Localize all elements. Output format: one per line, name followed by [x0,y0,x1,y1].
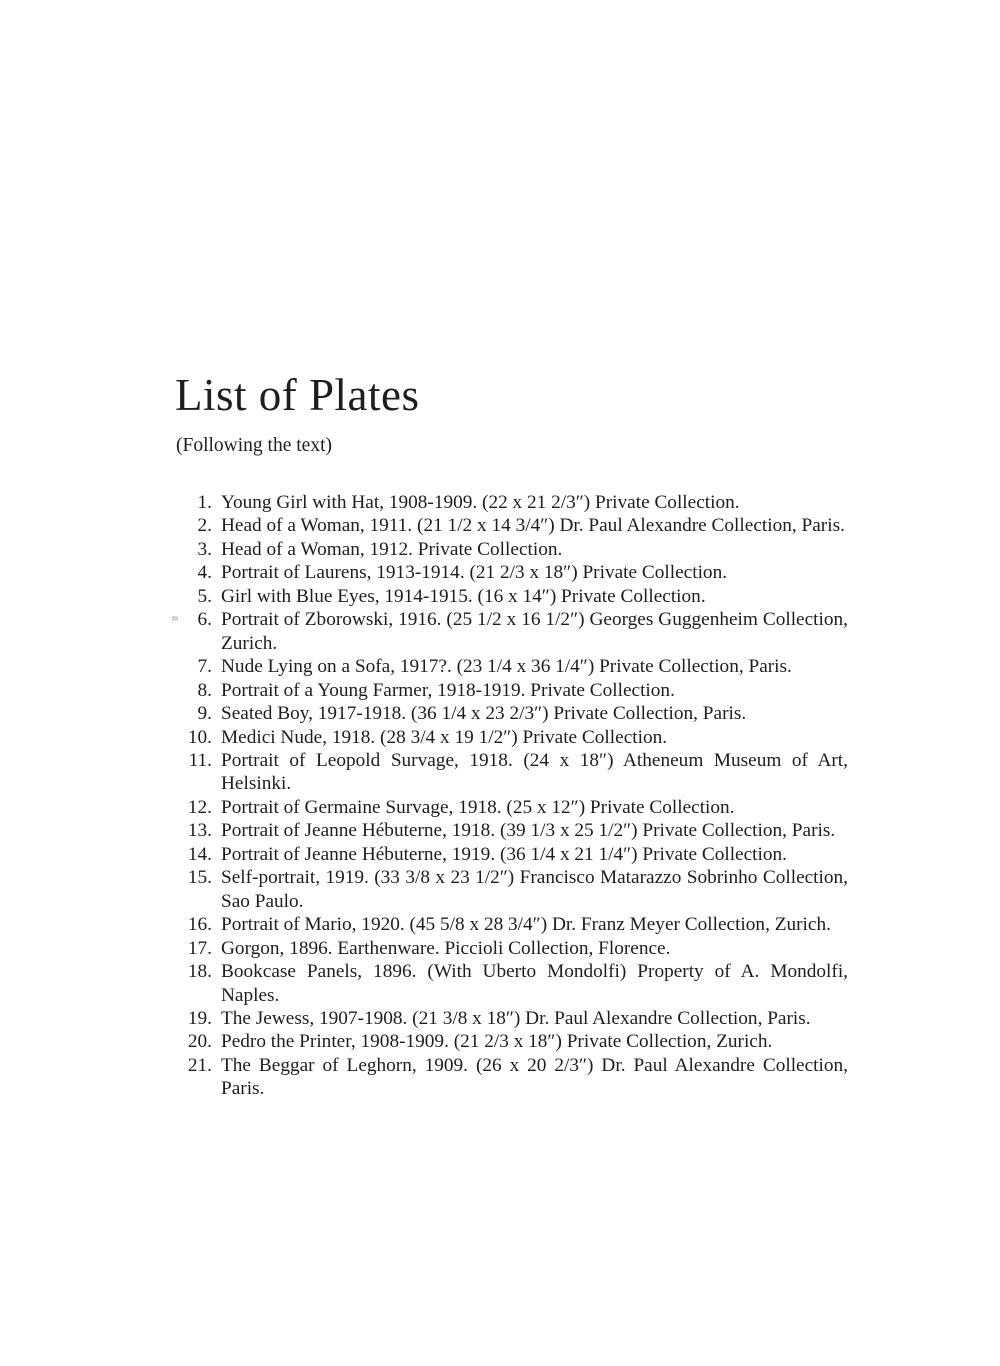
plate-item [172,608,848,655]
plate-number: 1. [197,492,212,513]
plate-description: Portrait of Germaine Survage, 1918. (25 x 12″) Private Collection. [221,796,735,818]
plate-number: 8. [197,679,212,701]
plate-number: 17. [187,937,212,959]
plate-item [178,913,848,936]
plate-item [178,937,848,960]
plate-item [178,819,848,842]
plate-number: 21. [187,1054,212,1076]
plate-description: The Jewess, 1907-1908. (21 3/8 x 18″) Dr. Paul Alexandre Collection, Paris. [221,1007,811,1029]
plate-number-text: 6. [197,609,212,631]
plate-description: Portrait of a Young Farmer, 1918-1919. Private Collection. [221,679,675,701]
plate-description: Young Girl with Hat, 1908-1909. (22 x 21 2/3″) Private Collection. [221,492,740,513]
plate-description: Self-portrait, 1919. (33 3/8 x 23 1/2″) Francisco Matarazzo Sobrinho Collection, Sao Paulo. [221,867,848,912]
plate-item [178,1030,848,1053]
plate-description: Portrait of Leopold Survage, 1918. (24 x 18″) Atheneum Museum of Art, Helsinki. [221,749,848,795]
plate-number: 11. [188,749,212,771]
plate-number: 18. [187,961,212,983]
plate-number: 15. [187,867,212,889]
plate-description: Portrait of Zborowski, 1916. (25 1/2 x 16 1/2″) Georges Guggenheim Collection, Zurich. [221,609,848,654]
plate-description: Portrait of Laurens, 1913-1914. (21 2/3 x 18″) Private Collection. [221,562,728,584]
plate-item [178,655,848,678]
plate-number: 10. [187,726,212,748]
plate-item [178,726,848,749]
plate-number: 3. [197,538,212,560]
plate-number: 5. [197,585,212,607]
plate-item [178,561,848,584]
plate-item [178,679,848,702]
plate-description: Head of a Woman, 1911. (21 1/2 x 14 3/4″) Dr. Paul Alexandre Collection, Paris. [221,515,845,537]
plate-item [178,491,848,514]
plate-number: 12. [187,796,212,818]
plates-list [172,491,848,1101]
plate-number: 16. [187,914,212,936]
plate-description: Bookcase Panels, 1896. (With Uberto Mondolfi) Property of A. Mondolfi, Naples. [221,961,848,1006]
plate-item [178,1007,848,1030]
plate-description: Portrait of Jeanne Hébuterne, 1919. (36 1/4 x 21 1/4″) Private Collection. [221,843,787,865]
plate-description: The Beggar of Leghorn, 1909. (26 x 20 2/3″) Dr. Paul Alexandre Collection, Paris. [221,1054,848,1100]
plate-item [178,843,848,866]
plate-description: Seated Boy, 1917-1918. (36 1/4 x 23 2/3″) Private Collection, Paris. [221,703,747,725]
plate-description: Pedro the Printer, 1908-1909. (21 2/3 x 18″) Private Collection, Zurich. [221,1031,773,1053]
plate-item [178,702,848,725]
plate-number: 19. [187,1007,212,1029]
plate-item [178,1054,848,1101]
plate-number: 9. [197,703,212,725]
plate-number: 2. [197,515,212,537]
plate-item [178,866,848,913]
plate-item [178,585,848,608]
plate-number [172,608,221,631]
plate-number: 20. [187,1031,212,1053]
plate-description: Nude Lying on a Sofa, 1917?. (23 1/4 x 36 1/4″) Private Collection, Paris. [221,656,792,678]
page-subtitle: (Following the text) [176,435,332,456]
page-title: List of Plates [175,370,420,420]
plate-item [178,514,848,537]
plate-number: 14. [187,843,212,865]
plate-description: Portrait of Jeanne Hébuterne, 1918. (39 1/3 x 25 1/2″) Private Collection, Paris. [221,820,836,842]
plate-description: Girl with Blue Eyes, 1914-1915. (16 x 14″) Private Collection. [221,585,706,607]
margin-mark-icon: ≈ [172,613,179,626]
plate-description: Medici Nude, 1918. (28 3/4 x 19 1/2″) Private Collection. [221,726,668,748]
plate-description: Gorgon, 1896. Earthenware. Piccioli Collection, Florence. [221,937,671,959]
plate-item [178,538,848,561]
plate-description: Portrait of Mario, 1920. (45 5/8 x 28 3/4″) Dr. Franz Meyer Collection, Zurich. [221,914,831,936]
plate-number: 7. [197,656,212,678]
plate-item [178,796,848,819]
plate-description: Head of a Woman, 1912. Private Collection. [221,538,563,560]
plate-number: 4. [197,562,212,584]
plate-number: 13. [187,820,212,842]
plate-item [178,960,848,1007]
plate-item [178,749,848,796]
